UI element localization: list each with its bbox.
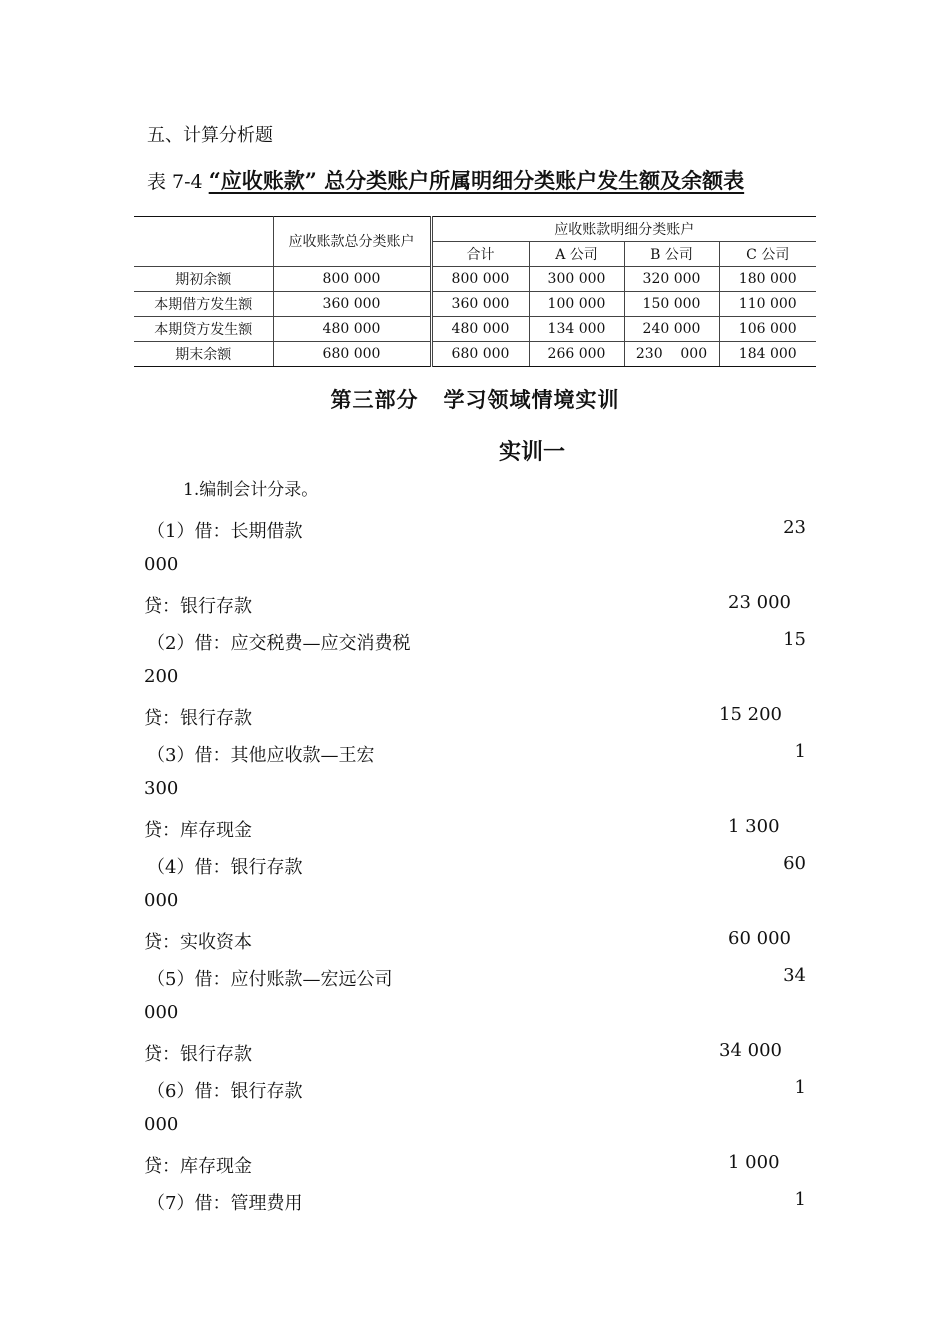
- cell-total: 680 000: [431, 342, 529, 367]
- cell-general: 360 000: [273, 292, 431, 317]
- cell-b: 150 000: [624, 292, 719, 317]
- cell-total: 800 000: [431, 267, 529, 292]
- header-company-b: B 公司: [624, 242, 719, 267]
- table-caption-title: “应收账款” 总分类账户所属明细分类账户发生额及余额表: [208, 168, 745, 193]
- entry-1-credit-amount: 23 000: [728, 592, 791, 613]
- entry-7-debit-amount-head: 1: [794, 1189, 806, 1210]
- entry-1-debit-amount-head: 23: [783, 517, 806, 538]
- cell-general: 680 000: [273, 342, 431, 367]
- cell-a: 266 000: [529, 342, 624, 367]
- header-detail-accounts: 应收账款明细分类账户: [431, 217, 816, 242]
- entry-6-credit-amount: 1 000: [728, 1152, 780, 1173]
- drill-title: 实训一: [499, 439, 566, 465]
- entry-3-debit-label: （3）借：其他应收款—王宏: [147, 745, 375, 766]
- table-caption-prefix: 表 7-4: [147, 171, 203, 193]
- entry-2-debit-amount-tail: 200: [144, 666, 179, 687]
- entry-5-debit-amount-head: 34: [783, 965, 806, 986]
- entry-3-debit-amount-head: 1: [794, 741, 806, 762]
- table-caption: [147, 165, 744, 195]
- row-label: 本期贷方发生额: [134, 317, 273, 342]
- subheading: 1.编制会计分录。: [183, 480, 319, 500]
- cell-b: 230 000: [624, 342, 719, 367]
- entry-2-credit-amount: 15 200: [719, 704, 782, 725]
- row-label: 本期借方发生额: [134, 292, 273, 317]
- header-company-a: A 公司: [529, 242, 624, 267]
- table-row: [134, 342, 816, 367]
- entry-3-debit-amount-tail: 300: [144, 778, 179, 799]
- cell-general: 480 000: [273, 317, 431, 342]
- table-row: [134, 317, 816, 342]
- row-label: 期初余额: [134, 267, 273, 292]
- table-row: [134, 292, 816, 317]
- entry-4-debit-amount-tail: 000: [144, 890, 179, 911]
- cell-a: 134 000: [529, 317, 624, 342]
- entry-5-debit-amount-tail: 000: [144, 1002, 179, 1023]
- entry-4-debit-amount-head: 60: [783, 853, 806, 874]
- cell-a: 100 000: [529, 292, 624, 317]
- entry-3-credit-label: 贷：库存现金: [144, 820, 252, 841]
- entry-5-debit-label: （5）借：应付账款—宏远公司: [147, 969, 393, 990]
- entry-4-credit-amount: 60 000: [728, 928, 791, 949]
- cell-c: 184 000: [719, 342, 816, 367]
- header-company-c: C 公司: [719, 242, 816, 267]
- cell-c: 110 000: [719, 292, 816, 317]
- cell-b: 320 000: [624, 267, 719, 292]
- part-title: 第三部分 学习领域情境实训: [330, 387, 620, 412]
- entry-2-debit-label: （2）借：应交税费—应交消费税: [147, 633, 411, 654]
- entry-4-credit-label: 贷：实收资本: [144, 932, 252, 953]
- header-general-account: 应收账款总分类账户: [273, 217, 431, 267]
- ledger-table: [134, 216, 816, 367]
- entry-7-debit-label: （7）借：管理费用: [147, 1193, 303, 1214]
- table-corner-cell: [134, 217, 273, 267]
- cell-c: 180 000: [719, 267, 816, 292]
- entry-6-debit-amount-head: 1: [794, 1077, 806, 1098]
- header-total: 合计: [431, 242, 529, 267]
- entry-6-debit-amount-tail: 000: [144, 1114, 179, 1135]
- cell-c: 106 000: [719, 317, 816, 342]
- entry-2-credit-label: 贷：银行存款: [144, 708, 252, 729]
- entry-3-credit-amount: 1 300: [728, 816, 780, 837]
- cell-total: 360 000: [431, 292, 529, 317]
- cell-general: 800 000: [273, 267, 431, 292]
- entry-1-debit-amount-tail: 000: [144, 554, 179, 575]
- row-label: 期末余额: [134, 342, 273, 367]
- section-heading: 五、计算分析题: [147, 125, 273, 146]
- table-header-row: [134, 217, 816, 242]
- entry-2-debit-amount-head: 15: [783, 629, 806, 650]
- entry-5-credit-amount: 34 000: [719, 1040, 782, 1061]
- cell-a: 300 000: [529, 267, 624, 292]
- cell-b: 240 000: [624, 317, 719, 342]
- entry-4-debit-label: （4）借：银行存款: [147, 857, 303, 878]
- table-row: [134, 267, 816, 292]
- entry-1-debit-label: （1）借：长期借款: [147, 521, 303, 542]
- entry-5-credit-label: 贷：银行存款: [144, 1044, 252, 1065]
- entry-6-debit-label: （6）借：银行存款: [147, 1081, 303, 1102]
- entry-1-credit-label: 贷：银行存款: [144, 596, 252, 617]
- cell-total: 480 000: [431, 317, 529, 342]
- entry-6-credit-label: 贷：库存现金: [144, 1156, 252, 1177]
